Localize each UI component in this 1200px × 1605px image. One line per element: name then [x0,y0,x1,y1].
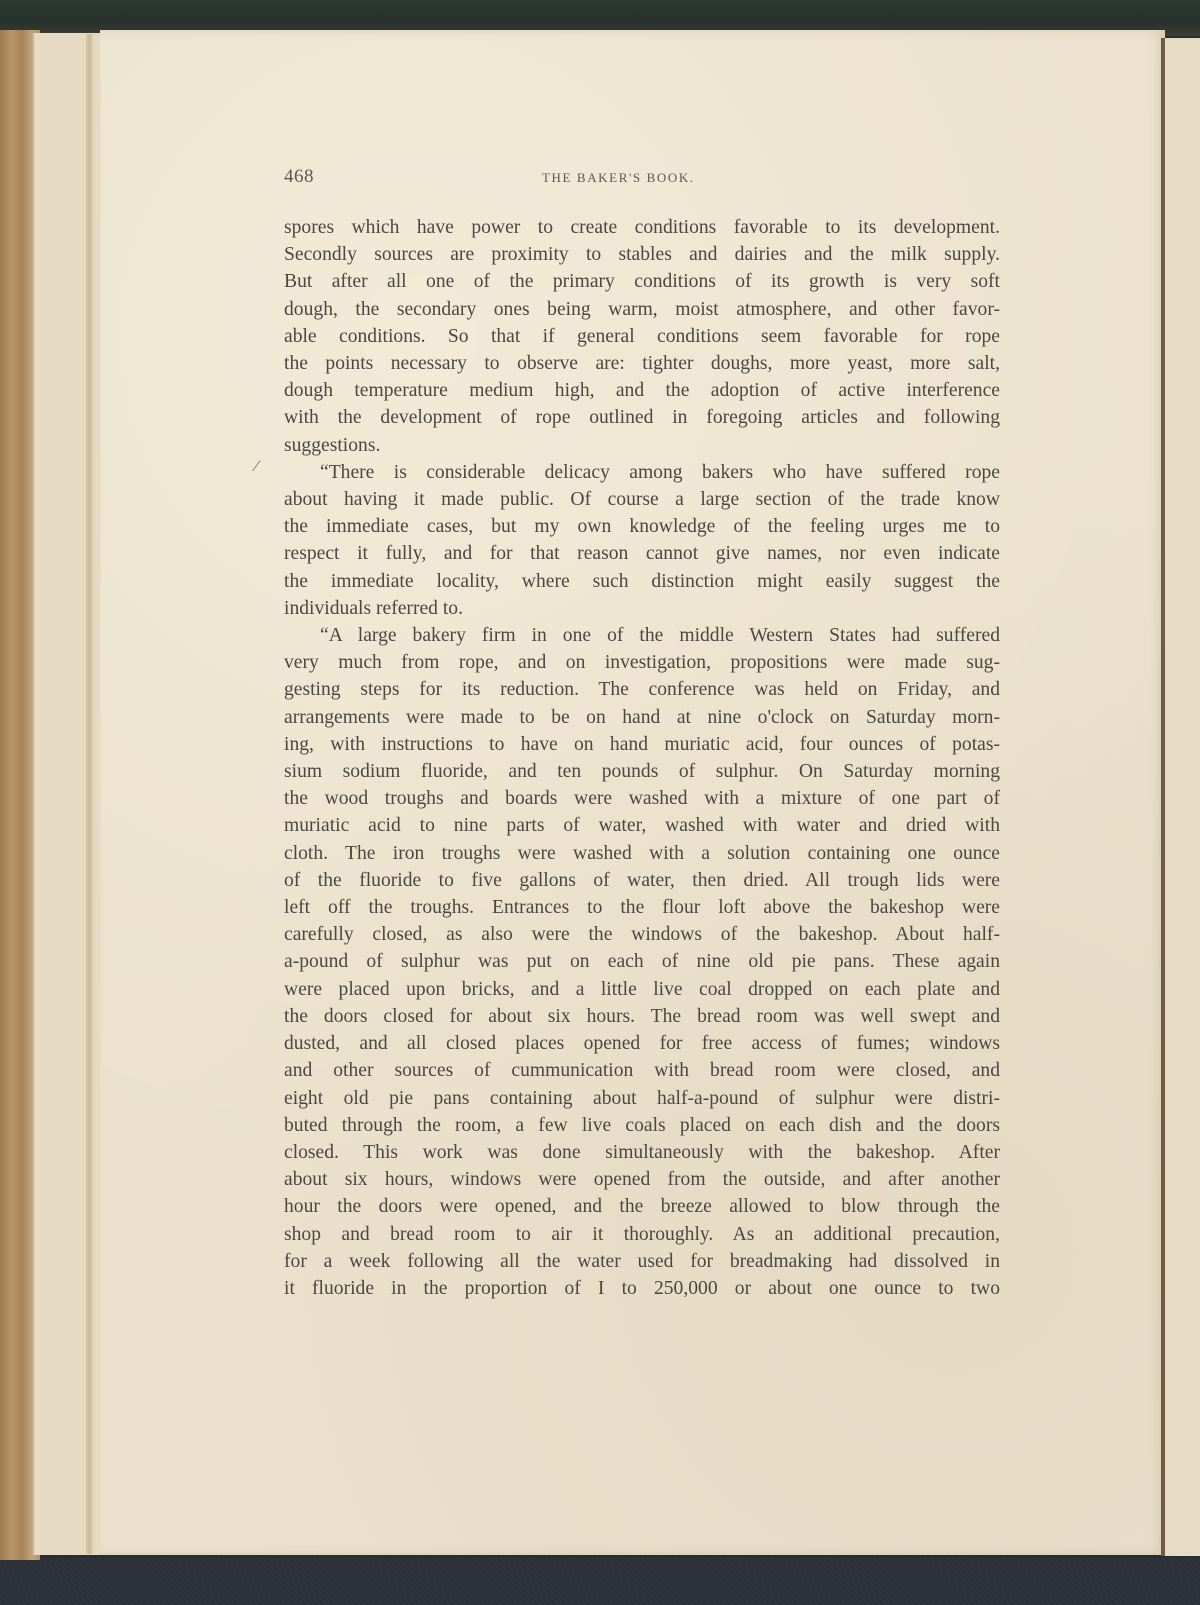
text-line: for a week following all the water used for breadmaking had dissolved in [284,1250,1000,1272]
text-line: arrangements were made to be on hand at nine o'clock on Saturday morn- [284,706,1000,728]
margin-pencil-mark: ⁄ [255,458,258,475]
text-line: a-pound of sulphur was put on each of nine old pie pans. These again [284,951,1000,973]
text-line: Secondly sources are proximity to stables and dairies and the milk supply. [284,244,1000,266]
text-line: dough temperature medium high, and the adoption of active interference [284,380,1000,402]
text-line: respect it fully, and for that reason cannot give names, nor even indicate [284,543,1000,565]
text-line: able conditions. So that if general conditions seem favorable for rope [284,325,1000,347]
text-line: buted through the room, a few live coals placed on each dish and the doors [284,1114,1000,1136]
text-line: shop and bread room to air it thoroughly. As an additional precaution, [284,1223,1000,1245]
text-line: and other sources of cummunication with bread room were closed, and [284,1060,1000,1082]
text-line: spores which have power to create conditions favorable to its development. [284,217,1000,238]
text-line: dusted, and all closed places opened for free access of fumes; windows [284,1033,1000,1055]
text-line: the immediate locality, where such distinction might easily suggest the [284,570,1000,592]
text-line: muriatic acid to nine parts of water, washed with water and dried with [284,815,1000,837]
running-head: THE BAKER'S BOOK. [542,170,695,185]
text-line: gesting steps for its reduction. The conference was held on Friday, and [284,679,1000,701]
text-line: about having it made public. Of course a large section of the trade know [284,489,1000,511]
text-line: individuals referred to. [284,597,464,619]
text-line: the doors closed for about six hours. The bread room was well swept and [284,1005,1000,1027]
text-line: dough, the secondary ones being warm, moist atmosphere, and other favor- [284,298,1000,320]
text-line: left off the troughs. Entrances to the flour loft above the bakeshop were [284,897,1000,919]
page-fold-shadow [86,34,96,1554]
text-line: about six hours, windows were opened from the outside, and after another [284,1169,1000,1191]
page-number: 468 [284,166,314,187]
text-line: the immediate cases, but my own knowledge of the feeling urges me to [284,516,1000,538]
text-line: sium sodium fluoride, and ten pounds of sulphur. On Saturday morning [284,761,1000,783]
page-header [284,166,1000,190]
text-line: with the development of rope outlined in foregoing articles and following [284,407,1000,429]
text-line: suggestions. [284,434,381,456]
text-line: of the fluoride to five gallons of water, then dried. All trough lids were [284,869,1000,891]
text-line: cloth. The iron troughs were washed with a solution containing one ounce [284,842,1000,864]
text-line: But after all one of the primary conditions of its growth is very soft [284,271,1000,293]
text-line: closed. This work was done simultaneously with the bakeshop. After [284,1141,1000,1163]
text-line: very much from rope, and on investigation, propositions were made sug- [284,652,1000,674]
book-cover-bottom [0,1558,1200,1605]
text-line: ing, with instructions to have on hand muriatic acid, four ounces of potas- [284,733,1000,755]
text-line: it fluoride in the proportion of I to 250,000 or about one ounce to two [284,1277,1000,1299]
text-line: carefully closed, as also were the windows of the bakeshop. About half- [284,924,1000,946]
text-line: “A large bakery firm in one of the middle Western States had suffered [320,625,1000,647]
text-line: the wood troughs and boards were washed with a mixture of one part of [284,788,1000,810]
text-line: eight old pie pans containing about half-a-pound of sulphur were distri- [284,1087,1000,1109]
text-line: “There is considerable delicacy among bakers who have suffered rope [320,461,1000,483]
facing-page-edge [1165,38,1200,1556]
text-line: hour the doors were opened, and the breeze allowed to blow through the [284,1196,1000,1218]
body-text [284,214,1000,1302]
text-line: were placed upon bricks, and a little live coal dropped on each plate and [284,978,1000,1000]
text-line: the points necessary to observe are: tighter doughs, more yeast, more salt, [284,353,1000,375]
